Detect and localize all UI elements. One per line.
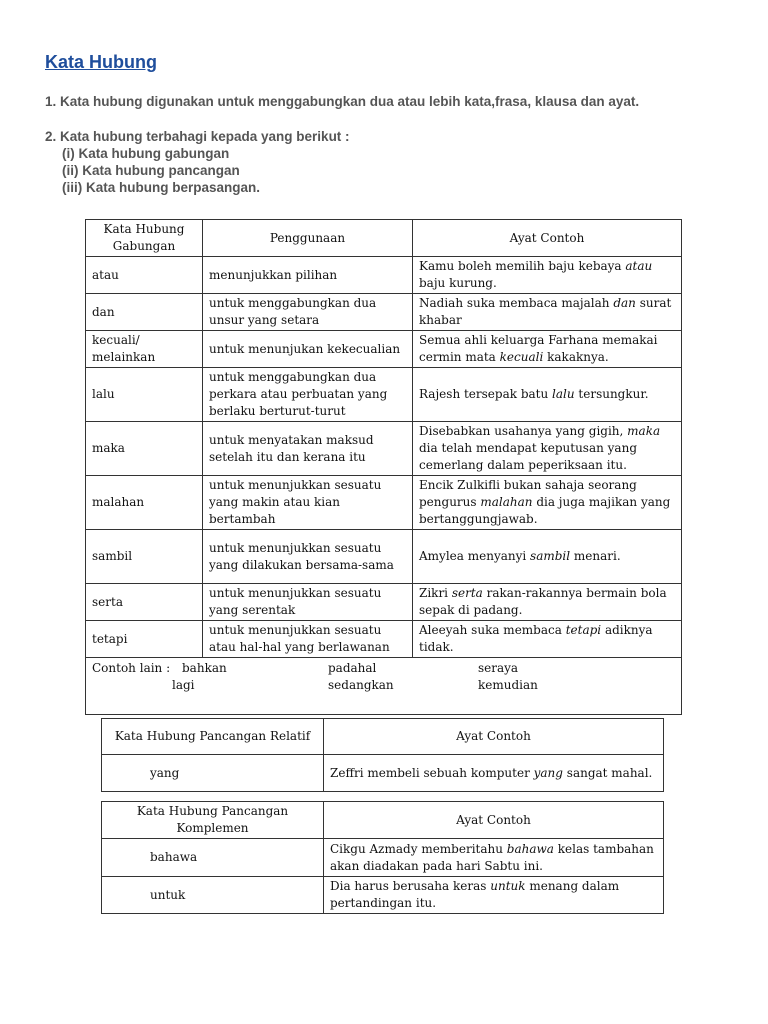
cell-word: untuk: [102, 877, 324, 914]
other-word: lagi: [172, 678, 195, 692]
example-text: Aleeyah suka membaca: [419, 623, 566, 637]
cell-word: bahawa: [102, 839, 324, 877]
example-text: Nadiah suka membaca majalah: [419, 296, 614, 310]
table-header-row: [86, 220, 682, 257]
subitem-pancangan: (ii) Kata hubung pancangan: [62, 163, 240, 178]
example-text: Cikgu Azmady memberitahu: [330, 841, 507, 856]
cell-example: [324, 877, 664, 914]
other-word: bahkan: [182, 661, 227, 675]
header-ayat-contoh: Ayat Contoh: [324, 719, 664, 755]
cell-word: sambil: [86, 530, 203, 584]
cell-example: [413, 476, 682, 530]
other-word: sedangkan: [328, 678, 394, 692]
cell-usage: untuk menggabungkan dua perkara atau perbuatan yang berlaku berturut-turut: [203, 368, 413, 422]
example-text: Amylea menyanyi: [419, 549, 531, 563]
example-text: dia telah mendapat keputusan yang cemerlang dalam peperiksaan itu.: [419, 441, 637, 472]
cell-usage: untuk menyatakan maksud setelah itu dan kerana itu: [203, 422, 413, 476]
example-keyword: kecuali: [499, 350, 544, 364]
header-ayat-contoh: Ayat Contoh: [324, 802, 664, 839]
cell-word: serta: [86, 584, 203, 621]
cell-example: [413, 584, 682, 621]
example-text: tersungkur.: [574, 387, 649, 401]
cell-example: [413, 368, 682, 422]
example-keyword: dan: [613, 296, 636, 310]
example-text: Semua ahli keluarga Farhana memakai cermin mata: [419, 333, 658, 364]
example-text: menang dalam pertandingan itu.: [330, 879, 620, 910]
cell-word: atau: [86, 257, 203, 294]
example-text: Disebabkan usahanya yang gigih,: [419, 424, 628, 438]
example-keyword: maka: [627, 424, 661, 438]
example-text: kakaknya.: [543, 350, 609, 364]
example-text: dia juga majikan yang bertanggungjawab.: [419, 495, 671, 526]
example-keyword: untuk: [490, 879, 526, 893]
other-examples-label: Contoh lain :: [92, 661, 171, 675]
page-title: Kata Hubung: [45, 52, 157, 72]
example-keyword: malahan: [480, 495, 533, 509]
example-keyword: tetapi: [565, 623, 602, 637]
example-text: rakan-rakannya bermain bola sepak di padang.: [419, 586, 667, 617]
table-pancangan-relatif: [101, 718, 664, 792]
cell-usage: untuk menunjukkan sesuatu yang serentak: [203, 584, 413, 621]
table-row: [86, 621, 682, 658]
cell-example: [413, 257, 682, 294]
example-keyword: sambil: [530, 549, 571, 563]
table-header-row: [102, 719, 664, 755]
cell-example: [324, 839, 664, 877]
cell-word: lalu: [86, 368, 203, 422]
header-kata-hubung-relatif: Kata Hubung Pancangan Relatif: [102, 719, 324, 755]
example-text: sangat mahal.: [562, 765, 653, 780]
cell-word: yang: [102, 755, 324, 792]
cell-word: dan: [86, 294, 203, 331]
example-keyword: yang: [533, 765, 563, 780]
header-kata-hubung: Kata Hubung Gabungan: [86, 220, 203, 257]
cell-example: [324, 755, 664, 792]
cell-example: [413, 331, 682, 368]
table-gabungan: [85, 219, 682, 715]
cell-usage: untuk menunjukan kekecualian: [203, 331, 413, 368]
example-text: Zikri: [419, 586, 452, 600]
example-text: adiknya tidak.: [419, 623, 653, 654]
example-keyword: serta: [451, 586, 483, 600]
point-1: 1. Kata hubung digunakan untuk menggabungkan dua atau lebih kata,frasa, klausa dan ayat.: [45, 94, 640, 109]
cell-example: [413, 294, 682, 331]
cell-usage: untuk menunjukkan sesuatu atau hal-hal yang berlawanan: [203, 621, 413, 658]
example-keyword: bahawa: [506, 841, 554, 856]
header-ayat-contoh: Ayat Contoh: [413, 220, 682, 257]
example-text: kelas tambahan akan diadakan pada hari Sabtu ini.: [330, 841, 654, 873]
example-text: Encik Zulkifli bukan sahaja seorang pengurus: [419, 478, 637, 509]
table-row: [86, 584, 682, 621]
header-kata-hubung-komplemen: Kata Hubung Pancangan Komplemen: [102, 802, 324, 839]
table-row: [86, 422, 682, 476]
example-text: Kamu boleh memilih baju kebaya: [419, 259, 626, 273]
other-examples-row: [86, 658, 682, 715]
example-text: menari.: [570, 549, 621, 563]
cell-usage: untuk menggabungkan dua unsur yang setara: [203, 294, 413, 331]
other-examples-cell: [86, 658, 682, 715]
example-text: surat khabar: [419, 296, 672, 327]
example-text: Rajesh tersepak batu: [419, 387, 553, 401]
subitem-gabungan: (i) Kata hubung gabungan: [62, 146, 230, 161]
cell-word: malahan: [86, 476, 203, 530]
table-row: [86, 294, 682, 331]
table-row: [86, 257, 682, 294]
table-row: [102, 839, 664, 877]
other-word: padahal: [328, 661, 377, 675]
cell-word: kecuali/ melainkan: [86, 331, 203, 368]
table-header-row: [102, 802, 664, 839]
example-keyword: atau: [625, 259, 653, 273]
table-row: [102, 877, 664, 914]
table-row: [86, 530, 682, 584]
subitem-berpasangan: (iii) Kata hubung berpasangan.: [62, 180, 261, 195]
cell-usage: untuk menunjukkan sesuatu yang dilakukan bersama-sama: [203, 530, 413, 584]
other-word: seraya: [478, 661, 519, 675]
cell-usage: menunjukkan pilihan: [203, 257, 413, 294]
cell-usage: untuk menunjukkan sesuatu yang makin atau kian bertambah: [203, 476, 413, 530]
table-row: [102, 755, 664, 792]
other-word: kemudian: [478, 678, 538, 692]
cell-word: maka: [86, 422, 203, 476]
table-row: [86, 368, 682, 422]
header-penggunaan: Penggunaan: [203, 220, 413, 257]
example-text: Dia harus berusaha keras: [330, 879, 491, 893]
example-text: baju kurung.: [419, 276, 497, 290]
table-row: [86, 476, 682, 530]
cell-word: tetapi: [86, 621, 203, 658]
cell-example: [413, 621, 682, 658]
table-row: [86, 331, 682, 368]
example-text: Zeffri membeli sebuah komputer: [330, 765, 534, 780]
example-keyword: lalu: [552, 387, 575, 401]
table-pancangan-komplemen: [101, 801, 664, 914]
cell-example: [413, 422, 682, 476]
cell-example: [413, 530, 682, 584]
point-2: 2. Kata hubung terbahagi kepada yang berikut :: [45, 129, 350, 144]
